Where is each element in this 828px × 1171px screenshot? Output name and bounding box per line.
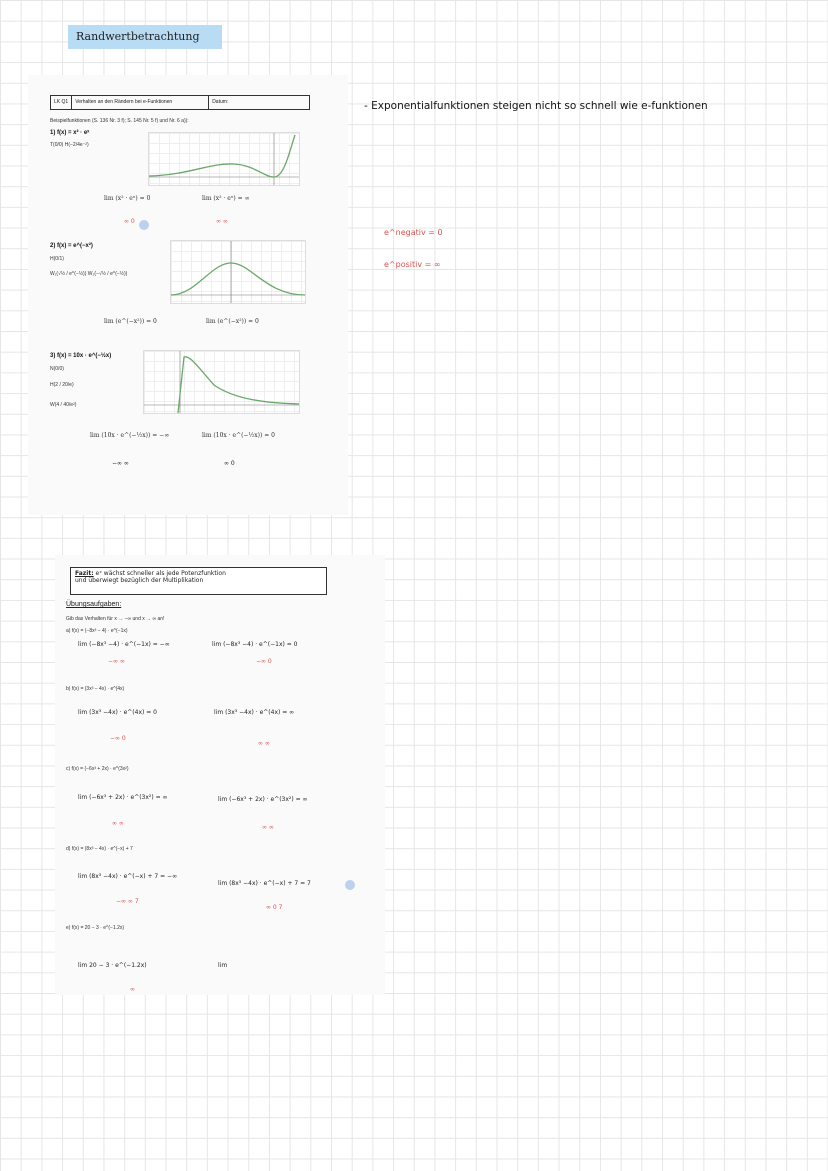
task-e-right: lim [218,962,228,969]
fazit-text-2: und überwiegt bezüglich der Multiplikation [75,577,204,584]
course-label: LK Q1 [51,96,72,109]
fazit-box [70,567,327,595]
task-b-left: lim (3x³ −4x) · e^(4x) = 0 [78,709,157,716]
task-d-left: lim (8x³ −4x) · e^(−x) + 7 = −∞ [78,873,178,880]
ex1-lim-left: lim (x² · eˣ) = 0 [104,195,151,202]
task-c-left: lim (−6x³ + 2x) · e^(3x²) = ∞ [78,794,168,801]
task-d-right-parts: ∞ 0 7 [266,904,283,911]
ex3-function: 3) f(x) = 10x · e^(−½x) [50,353,112,359]
ex1-function: 1) f(x) = x² · eˣ [50,130,90,136]
ex3-lim-left: lim (10x · e^(−½x)) = −∞ [90,432,170,439]
note-negative: e^negativ = 0 [384,228,443,237]
ex1-points: T(0/0) H(−2/4e⁻²) [50,142,89,148]
ex3-lim-right-parts: ∞ 0 [224,460,235,467]
uebung-task: Gib das Verhalten für x → −∞ und x → ∞ an! [66,616,165,622]
task-a-right-parts: −∞ 0 [256,658,272,665]
task-b-left-parts: −∞ 0 [110,735,126,742]
task-c-right: lim (−6x³ + 2x) · e^(3x²) = ∞ [218,796,308,803]
task-a-left: lim (−8x³ −4) · e^(−1x) = −∞ [78,641,170,648]
task-e-left: lim 20 − 3 · e^(−1.2x) [78,962,147,969]
ex2-function: 2) f(x) = e^(−x²) [50,243,93,249]
note-positive: e^positiv = ∞ [384,260,441,269]
note-main: - Exponentialfunktionen steigen nicht so schnell wie e-funktionen [364,100,708,112]
answer-highlight-circle [345,880,355,890]
ex3-lim-right: lim (10x · e^(−½x)) = 0 [202,432,276,439]
ex2-lim-right: lim (e^(−x²)) = 0 [206,318,259,325]
task-d-function: d) f(x) = (8x³ − 4x) · e^(−x) + 7 [66,846,133,852]
ex1-lim-right: lim (x² · eˣ) = ∞ [202,195,250,202]
task-c-right-parts: ∞ ∞ [262,824,274,831]
ex3-hochpunkt: H(2 / 20/e) [50,382,74,388]
ex3-points: N(0/0) [50,366,64,372]
ex1-lim-left-parts: ∞ 0 [124,218,135,225]
task-c-function: c) f(x) = (−6x³ + 2x) · e^(3x²) [66,766,129,772]
ex2-graph [170,240,306,304]
fazit-label: Fazit: [75,570,94,577]
ex2-lim-left: lim (e^(−x²)) = 0 [104,318,157,325]
task-a-function: a) f(x) = (−8x³ − 4) · e^(−1x) [66,628,128,634]
ex2-points: H(0/1) [50,256,64,262]
task-e-function: e) f(x) = 20 − 3 · e^(−1.2x) [66,925,125,931]
ex3-wendepunkt: W(4 / 40/e²) [50,402,77,408]
ex1-graph [148,132,300,186]
uebung-title: Übungsaufgaben: [66,601,122,608]
title-label: Randwertbetrachtung [68,25,222,49]
worksheet-header [50,95,310,110]
ex1-lim-right-parts: ∞ ∞ [216,218,228,225]
fazit-text-1: eˣ wächst schneller als jede Potenzfunktion [95,570,226,577]
ex3-lim-left-parts: −∞ ∞ [112,460,129,467]
date-label: Datum: [212,99,229,105]
topic-label: Verhalten an den Rändern bei e-Funktionen [72,96,209,109]
task-b-function: b) f(x) = (3x³ − 4x) · e^(4x) [66,686,125,692]
intro-text: Beispielfunktionen (S. 136 Nr. 3 f); S. 145 Nr. 5 f) und Nr. 6 a)): [50,118,189,124]
task-b-right-parts: ∞ ∞ [258,740,270,747]
task-d-left-parts: −∞ ∞ 7 [116,898,139,905]
task-e-left-parts: ∞ [130,986,135,993]
task-a-left-parts: −∞ ∞ [108,658,125,665]
task-c-left-parts: ∞ ∞ [112,820,124,827]
task-b-right: lim (3x³ −4x) · e^(4x) = ∞ [214,709,295,716]
task-a-right: lim (−8x³ −4) · e^(−1x) = 0 [212,641,298,648]
ex3-graph [143,350,300,414]
task-d-right: lim (8x³ −4x) · e^(−x) + 7 = 7 [218,880,311,887]
ex2-wendepunkte: W₁(√½ / e^(−½)) W₂(−√½ / e^(−½)) [50,271,128,277]
highlight-circle [139,220,149,230]
